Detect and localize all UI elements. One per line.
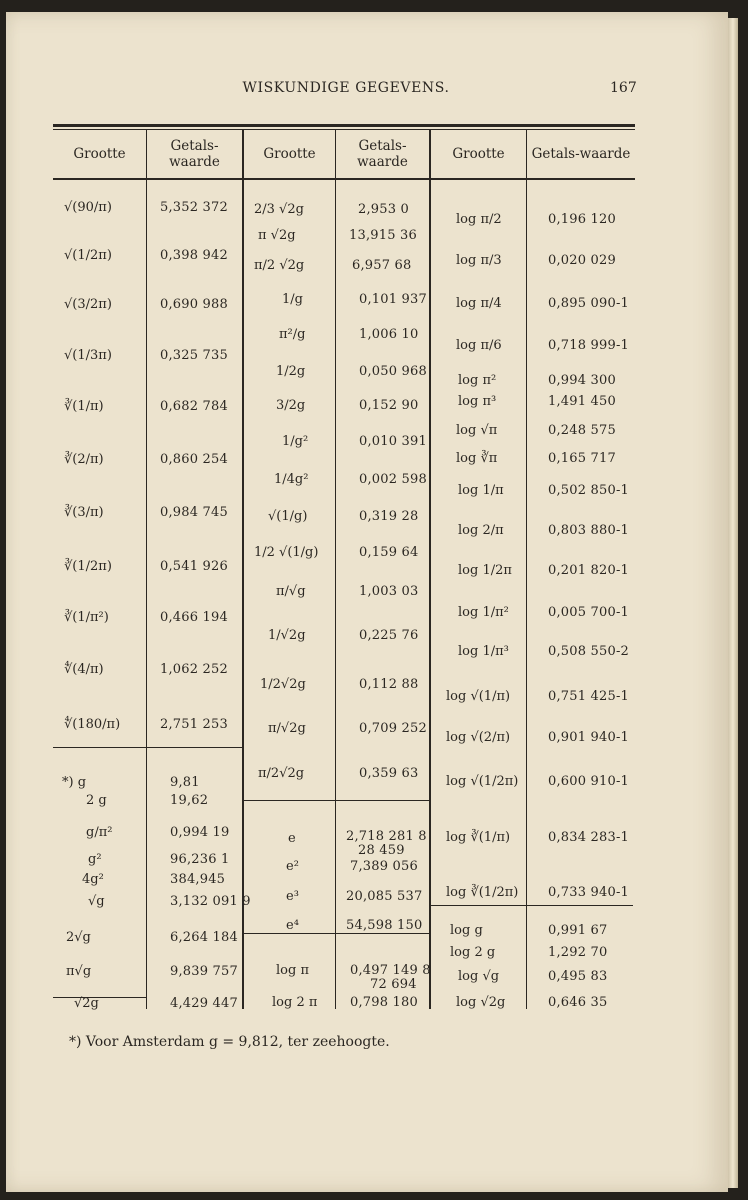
quantity-expression: 1/g² (282, 434, 309, 449)
numeric-value: 2,751 253 (160, 717, 228, 732)
quantity-expression: √(1/g) (268, 509, 308, 524)
column-header-waarde: Getals-waarde (357, 138, 408, 170)
numeric-value: 13,915 36 (349, 228, 417, 243)
numeric-value: 0,803 880-1 (548, 523, 630, 538)
quantity-expression: ∜(4/π) (64, 662, 104, 677)
numeric-value: 6,957 68 (352, 258, 412, 273)
quantity-expression: 1/√2g (268, 628, 306, 643)
numeric-value: 0,646 35 (548, 995, 608, 1010)
page-edge (728, 18, 738, 1188)
col-separator (242, 129, 244, 1009)
quantity-expression: log √(2/π) (446, 730, 511, 745)
numeric-value: 0,690 988 (160, 297, 228, 312)
quantity-expression: log π/3 (456, 253, 502, 268)
quantity-expression: log π/4 (456, 296, 502, 311)
quantity-expression: e² (286, 859, 299, 874)
numeric-value: 0,050 968 (359, 364, 427, 379)
numeric-value: 0,152 90 (359, 398, 419, 413)
numeric-value: 1,491 450 (548, 394, 616, 409)
quantity-expression: π/√g (276, 584, 306, 599)
numeric-value: 0,165 717 (548, 451, 616, 466)
quantity-expression: ∜(180/π) (64, 717, 121, 732)
numeric-value: 0,994 19 (170, 825, 230, 840)
quantity-expression: ∛(1/2π) (64, 559, 112, 574)
numeric-value: 5,352 372 (160, 200, 228, 215)
numeric-value: 0,319 28 (359, 509, 419, 524)
numeric-value: 0,005 700-1 (548, 605, 630, 620)
numeric-value: 0,002 598 (359, 472, 427, 487)
quantity-expression: e (288, 831, 296, 846)
numeric-value: 0,020 029 (548, 253, 616, 268)
numeric-value-extra: 28 459 (358, 843, 405, 858)
quantity-expression: log √g (458, 969, 500, 984)
section-rule (53, 997, 147, 998)
quantity-expression: log π/2 (456, 212, 502, 227)
quantity-expression: ∛(3/π) (64, 505, 104, 520)
numeric-value: 0,895 090-1 (548, 296, 630, 311)
numeric-value: 0,196 120 (548, 212, 616, 227)
numeric-value: 1,006 10 (359, 327, 419, 342)
column-header-grootte: Grootte (73, 146, 126, 162)
quantity-expression: log ∛(1/2π) (446, 885, 519, 900)
quantity-expression: log π/6 (456, 338, 502, 353)
numeric-value-extra: 72 694 (370, 977, 417, 992)
numeric-value: 0,398 942 (160, 248, 228, 263)
quantity-expression: g² (88, 852, 102, 867)
quantity-expression: 2/3 √2g (254, 202, 304, 217)
col-separator (526, 129, 527, 1009)
numeric-value: 0,159 64 (359, 545, 419, 560)
numeric-value: 7,389 056 (350, 859, 418, 874)
quantity-expression: π√g (66, 964, 92, 979)
quantity-expression: log 1/2π (458, 563, 512, 578)
quantity-expression: log 2/π (458, 523, 504, 538)
numeric-value: 0,248 575 (548, 423, 616, 438)
quantity-expression: log √(1/2π) (446, 774, 519, 789)
quantity-expression: log ∛π (456, 451, 498, 466)
quantity-expression: log 1/π³ (458, 644, 509, 659)
quantity-expression: log π (276, 963, 309, 978)
quantity-expression: log 2 π (272, 995, 318, 1010)
col-separator (335, 129, 336, 1009)
quantity-expression: e³ (286, 889, 299, 904)
quantity-expression: log π² (458, 373, 497, 388)
numeric-value: 0,502 850-1 (548, 483, 630, 498)
numeric-value: 54,598 150 (346, 918, 423, 933)
column-header-grootte: Grootte (452, 146, 505, 162)
numeric-value: 6,264 184 (170, 930, 238, 945)
quantity-expression: √(1/2π) (64, 248, 112, 263)
quantity-expression: log ∛(1/π) (446, 830, 511, 845)
quantity-expression: log √2g (456, 995, 506, 1010)
column-header-grootte: Grootte (263, 146, 316, 162)
quantity-expression: 2 g (86, 793, 107, 808)
numeric-value: 0,709 252 (359, 721, 427, 736)
col-separator (146, 129, 147, 1009)
quantity-expression: log g (450, 923, 483, 938)
page-title: WISKUNDIGE GEGEVENS. (242, 80, 450, 96)
numeric-value: 20,085 537 (346, 889, 423, 904)
table-header-rule (53, 178, 635, 180)
numeric-value: 19,62 (170, 793, 209, 808)
numeric-value: 0,225 76 (359, 628, 419, 643)
col-separator (429, 129, 431, 1009)
quantity-expression: ∛(1/π²) (64, 610, 109, 625)
numeric-value: 0,101 937 (359, 292, 427, 307)
quantity-expression: log √(1/π) (446, 689, 511, 704)
quantity-expression: √(1/3π) (64, 348, 112, 363)
numeric-value: 96,236 1 (170, 852, 230, 867)
numeric-value: 0,325 735 (160, 348, 228, 363)
section-rule (242, 800, 430, 801)
quantity-expression: log π³ (458, 394, 497, 409)
quantity-expression: 1/g (282, 292, 303, 307)
numeric-value: 0,798 180 (350, 995, 418, 1010)
numeric-value: 384,945 (170, 872, 226, 887)
section-rule (429, 905, 633, 906)
numeric-value: 0,860 254 (160, 452, 228, 467)
quantity-expression: π/2 √2g (254, 258, 305, 273)
numeric-value: 0,600 910-1 (548, 774, 630, 789)
numeric-value: 9,81 (170, 775, 200, 790)
numeric-value: 0,751 425-1 (548, 689, 630, 704)
numeric-value: 0,733 940-1 (548, 885, 630, 900)
numeric-value: 2,953 0 (358, 202, 410, 217)
numeric-value: 0,112 88 (359, 677, 419, 692)
quantity-expression: √g (88, 894, 105, 909)
page-number: 167 (610, 80, 637, 96)
numeric-value: 9,839 757 (170, 964, 238, 979)
quantity-expression: 4g² (82, 872, 104, 887)
section-rule (53, 747, 243, 748)
numeric-value: 1,292 70 (548, 945, 608, 960)
numeric-value: 0,359 63 (359, 766, 419, 781)
quantity-expression: 1/2 √(1/g) (254, 545, 319, 560)
quantity-expression: π/2√2g (258, 766, 305, 781)
numeric-value: 0,901 940-1 (548, 730, 630, 745)
table-top-rule-thin (53, 129, 635, 130)
quantity-expression: 1/2√2g (260, 677, 306, 692)
numeric-value: 0,834 283-1 (548, 830, 630, 845)
quantity-expression: √(90/π) (64, 200, 112, 215)
table-top-rule (53, 124, 635, 127)
section-rule (242, 933, 430, 934)
quantity-expression: g/π² (86, 825, 113, 840)
quantity-expression: 1/4g² (274, 472, 309, 487)
numeric-value: 0,718 999-1 (548, 338, 630, 353)
numeric-value: 0,541 926 (160, 559, 228, 574)
quantity-expression: π²/g (279, 327, 306, 342)
numeric-value: 3,132 091 9 (170, 894, 251, 909)
quantity-expression: ∛(1/π) (64, 399, 104, 414)
quantity-expression: log 1/π (458, 483, 504, 498)
numeric-value: 4,429 447 (170, 996, 238, 1011)
quantity-expression: log 1/π² (458, 605, 509, 620)
numeric-value: 0,984 745 (160, 505, 228, 520)
quantity-expression: √(3/2π) (64, 297, 112, 312)
numeric-value: 1,062 252 (160, 662, 228, 677)
quantity-expression: e⁴ (286, 918, 299, 933)
quantity-expression: π/√2g (268, 721, 306, 736)
numeric-value: 0,508 550-2 (548, 644, 630, 659)
numeric-value: 0,495 83 (548, 969, 608, 984)
quantity-expression: π √2g (258, 228, 296, 243)
quantity-expression: 2√g (66, 930, 91, 945)
numeric-value: 0,010 391 (359, 434, 427, 449)
quantity-expression: √2g (74, 996, 99, 1011)
numeric-value: 0,994 300 (548, 373, 616, 388)
quantity-expression: log √π (456, 423, 498, 438)
numeric-value: 1,003 03 (359, 584, 419, 599)
numeric-value: 0,991 67 (548, 923, 608, 938)
numeric-value: 0,682 784 (160, 399, 228, 414)
numeric-value: 0,201 820-1 (548, 563, 630, 578)
quantity-expression: 1/2g (276, 364, 306, 379)
quantity-expression: log 2 g (450, 945, 496, 960)
numeric-value: 0,497 149 8 (350, 963, 431, 978)
numeric-value: 2,718 281 8 (346, 829, 427, 844)
column-header-waarde: Getals-waarde (531, 146, 631, 162)
quantity-expression: 3/2g (276, 398, 306, 413)
book-page (6, 12, 728, 1192)
quantity-expression: *) g (62, 775, 87, 790)
footnote: *) Voor Amsterdam g = 9,812, ter zeehoogte. (69, 1034, 390, 1050)
column-header-waarde: Getals-waarde (169, 138, 220, 170)
quantity-expression: ∛(2/π) (64, 452, 104, 467)
numeric-value: 0,466 194 (160, 610, 228, 625)
